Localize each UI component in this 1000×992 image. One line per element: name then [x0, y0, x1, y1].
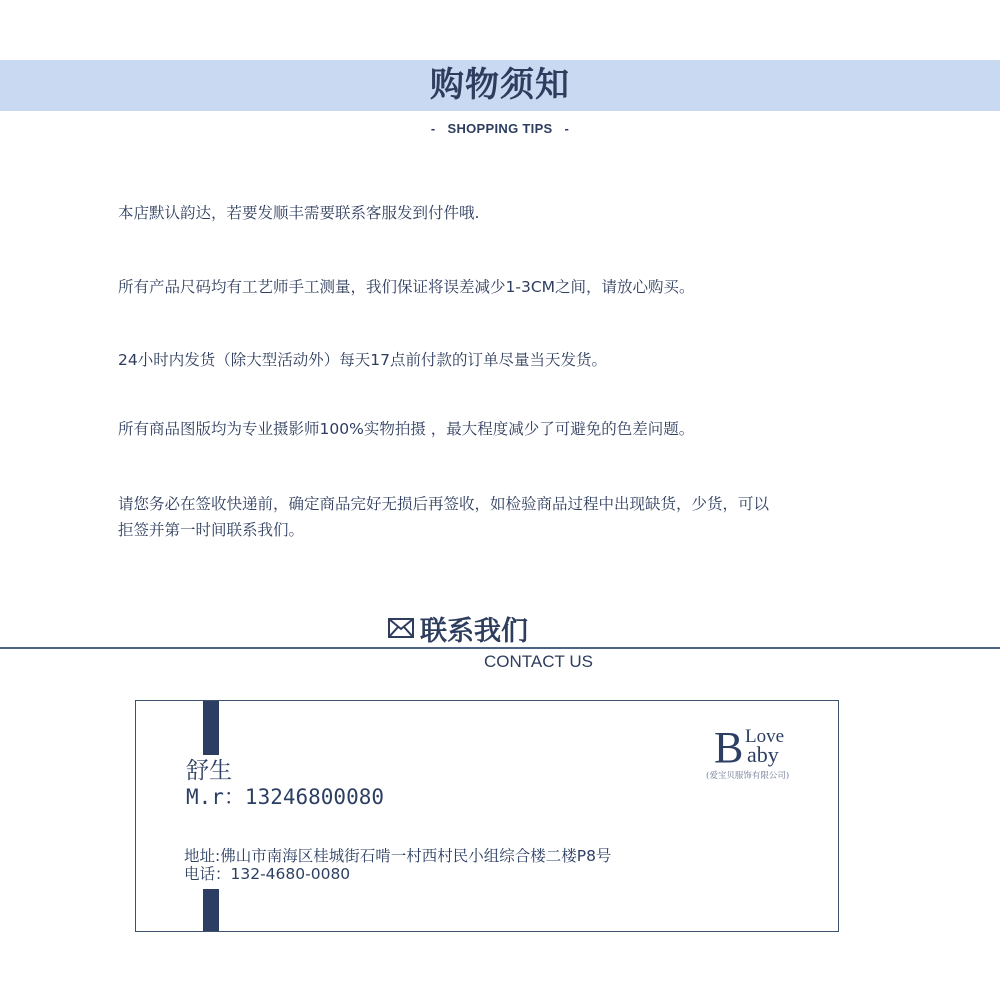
page-subtitle: [0, 121, 1000, 136]
logo-aby: aby: [747, 742, 779, 767]
tip-photos: 所有商品图版均为专业摄影师100%实物拍摄 ，最大程度减少了可避免的色差问题。: [118, 420, 695, 438]
contact-heading: [388, 610, 528, 646]
subtitle-text: SHOPPING TIPS: [447, 121, 553, 136]
contact-address: 地址:佛山市南海区桂城街石啃一村西村民小组综合楼二楼P8号: [184, 847, 612, 865]
page-title: 购物须知: [430, 65, 570, 105]
mail-icon: [388, 618, 414, 638]
tip-shipping: 本店默认韵达，若要发顺丰需要联系客服发到付件哦.: [118, 204, 480, 222]
tip-sizing: 所有产品尺码均有工艺师手工测量，我们保证将误差减少1-3CM之间，请放心购买。: [118, 278, 695, 296]
contact-phone-main: M.r：13246800080: [186, 785, 385, 809]
contact-tel: 电话：132-4680-0080: [184, 865, 351, 883]
contact-subtitle: CONTACT US: [484, 652, 593, 671]
logo-love: Love: [745, 726, 785, 747]
tip-dispatch: 24小时内发货（除大型活动外）每天17点前付款的订单尽量当天发货。: [118, 351, 607, 369]
contact-card: [135, 700, 839, 932]
brand-logo: [706, 716, 826, 786]
contact-name: 舒生: [186, 758, 232, 784]
logo-company: (爱宝贝服饰有限公司): [706, 771, 790, 781]
card-bar-bottom: [203, 889, 219, 931]
subtitle-dash-left: -: [430, 121, 436, 136]
subtitle-dash-right: -: [564, 121, 570, 136]
tip-inspection-line1: 请您务必在签收快递前，确定商品完好无损后再签收，如检验商品过程中出现缺货，少货，可以: [118, 495, 770, 513]
logo-letter-b: B: [714, 723, 744, 772]
card-bar-top: [203, 701, 219, 755]
contact-title: 联系我们: [420, 615, 528, 647]
tip-inspection-line2: 拒签并第一时间联系我们。: [118, 521, 305, 539]
